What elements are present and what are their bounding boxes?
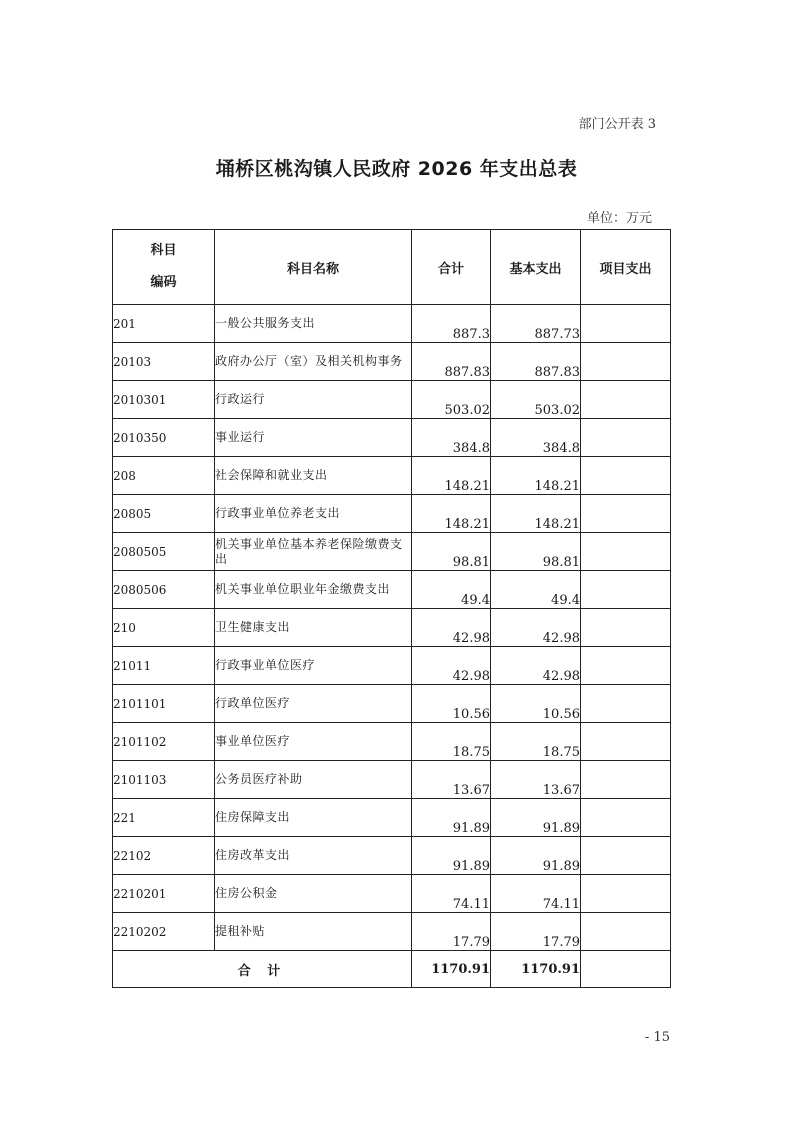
cell-basic: 887.83 <box>491 343 581 381</box>
cell-name: 机关事业单位职业年金缴费支出 <box>215 571 412 609</box>
cell-total: 148.21 <box>412 495 491 533</box>
cell-code: 22102 <box>113 837 215 875</box>
table-row <box>113 381 671 419</box>
cell-project <box>581 495 671 533</box>
cell-name: 一般公共服务支出 <box>215 305 412 343</box>
table-row <box>113 837 671 875</box>
table-row <box>113 571 671 609</box>
page-title: 埇桥区桃沟镇人民政府 2026 年支出总表 <box>215 158 578 180</box>
cell-total: 384.8 <box>412 419 491 457</box>
cell-name: 行政运行 <box>215 381 412 419</box>
cell-basic: 42.98 <box>491 647 581 685</box>
cell-code: 2080505 <box>113 533 215 571</box>
table-row <box>113 685 671 723</box>
cell-name: 住房改革支出 <box>215 837 412 875</box>
cell-name: 卫生健康支出 <box>215 609 412 647</box>
cell-code: 208 <box>113 457 215 495</box>
cell-total: 10.56 <box>412 685 491 723</box>
cell-project <box>581 533 671 571</box>
cell-name: 住房保障支出 <box>215 799 412 837</box>
cell-total: 49.4 <box>412 571 491 609</box>
total-basic: 1170.91 <box>491 951 581 988</box>
cell-basic: 98.81 <box>491 533 581 571</box>
table-row <box>113 419 671 457</box>
cell-basic: 42.98 <box>491 609 581 647</box>
cell-code: 2210202 <box>113 913 215 951</box>
table-header-row <box>113 230 671 305</box>
cell-code: 2080506 <box>113 571 215 609</box>
cell-basic: 17.79 <box>491 913 581 951</box>
cell-total: 887.3 <box>412 305 491 343</box>
cell-total: 17.79 <box>412 913 491 951</box>
cell-name: 公务员医疗补助 <box>215 761 412 799</box>
column-header-basic: 基本支出 <box>491 230 581 305</box>
table-row <box>113 913 671 951</box>
cell-total: 42.98 <box>412 609 491 647</box>
cell-basic: 503.02 <box>491 381 581 419</box>
cell-name: 政府办公厅（室）及相关机构事务 <box>215 343 412 381</box>
cell-name: 行政事业单位养老支出 <box>215 495 412 533</box>
cell-basic: 74.11 <box>491 875 581 913</box>
cell-name: 社会保障和就业支出 <box>215 457 412 495</box>
cell-total: 91.89 <box>412 837 491 875</box>
table-row <box>113 495 671 533</box>
cell-name: 机关事业单位基本养老保险缴费支出 <box>215 533 412 571</box>
cell-code: 2101101 <box>113 685 215 723</box>
cell-basic: 148.21 <box>491 457 581 495</box>
cell-code: 2210201 <box>113 875 215 913</box>
cell-total: 98.81 <box>412 533 491 571</box>
cell-code: 201 <box>113 305 215 343</box>
cell-total: 18.75 <box>412 723 491 761</box>
table-row <box>113 875 671 913</box>
cell-total: 13.67 <box>412 761 491 799</box>
cell-project <box>581 457 671 495</box>
table-row <box>113 609 671 647</box>
cell-code: 2010350 <box>113 419 215 457</box>
cell-name: 住房公积金 <box>215 875 412 913</box>
cell-name: 行政事业单位医疗 <box>215 647 412 685</box>
table-body <box>113 305 671 951</box>
unit-label: 单位：万元 <box>586 211 652 226</box>
cell-basic: 91.89 <box>491 799 581 837</box>
cell-basic: 13.67 <box>491 761 581 799</box>
cell-name: 事业运行 <box>215 419 412 457</box>
cell-code: 2101102 <box>113 723 215 761</box>
cell-project <box>581 913 671 951</box>
cell-project <box>581 875 671 913</box>
column-header-total: 合计 <box>412 230 491 305</box>
cell-project <box>581 381 671 419</box>
table-row <box>113 305 671 343</box>
expenditure-table <box>112 229 671 988</box>
cell-basic: 887.73 <box>491 305 581 343</box>
cell-total: 91.89 <box>412 799 491 837</box>
table-row <box>113 799 671 837</box>
total-label: 合 计 <box>113 951 412 988</box>
cell-project <box>581 419 671 457</box>
cell-basic: 384.8 <box>491 419 581 457</box>
cell-code: 20103 <box>113 343 215 381</box>
cell-code: 20805 <box>113 495 215 533</box>
cell-total: 887.83 <box>412 343 491 381</box>
column-header-code <box>113 230 215 305</box>
cell-total: 148.21 <box>412 457 491 495</box>
cell-total: 503.02 <box>412 381 491 419</box>
cell-code: 21011 <box>113 647 215 685</box>
cell-name: 行政单位医疗 <box>215 685 412 723</box>
cell-name: 提租补贴 <box>215 913 412 951</box>
cell-total: 74.11 <box>412 875 491 913</box>
cell-project <box>581 647 671 685</box>
total-sum: 1170.91 <box>412 951 491 988</box>
cell-project <box>581 343 671 381</box>
cell-project <box>581 685 671 723</box>
cell-basic: 148.21 <box>491 495 581 533</box>
cell-code: 2101103 <box>113 761 215 799</box>
cell-project <box>581 799 671 837</box>
column-header-project: 项目支出 <box>581 230 671 305</box>
cell-project <box>581 305 671 343</box>
column-header-code-line1: 科目 <box>150 243 177 258</box>
cell-project <box>581 761 671 799</box>
cell-basic: 49.4 <box>491 571 581 609</box>
cell-project <box>581 571 671 609</box>
cell-total: 42.98 <box>412 647 491 685</box>
table-row <box>113 761 671 799</box>
cell-code: 221 <box>113 799 215 837</box>
cell-basic: 18.75 <box>491 723 581 761</box>
table-label: 部门公开表 3 <box>578 117 656 132</box>
page-number: - 15 <box>644 1030 670 1045</box>
total-row <box>113 951 671 988</box>
cell-basic: 10.56 <box>491 685 581 723</box>
cell-name: 事业单位医疗 <box>215 723 412 761</box>
column-header-code-line2: 编码 <box>150 275 177 290</box>
cell-project <box>581 609 671 647</box>
cell-project <box>581 837 671 875</box>
total-project <box>581 951 671 988</box>
table-row <box>113 533 671 571</box>
table-row <box>113 647 671 685</box>
cell-code: 210 <box>113 609 215 647</box>
table-row <box>113 457 671 495</box>
cell-project <box>581 723 671 761</box>
cell-basic: 91.89 <box>491 837 581 875</box>
cell-code: 2010301 <box>113 381 215 419</box>
table-row <box>113 343 671 381</box>
column-header-name: 科目名称 <box>215 230 412 305</box>
table-row <box>113 723 671 761</box>
